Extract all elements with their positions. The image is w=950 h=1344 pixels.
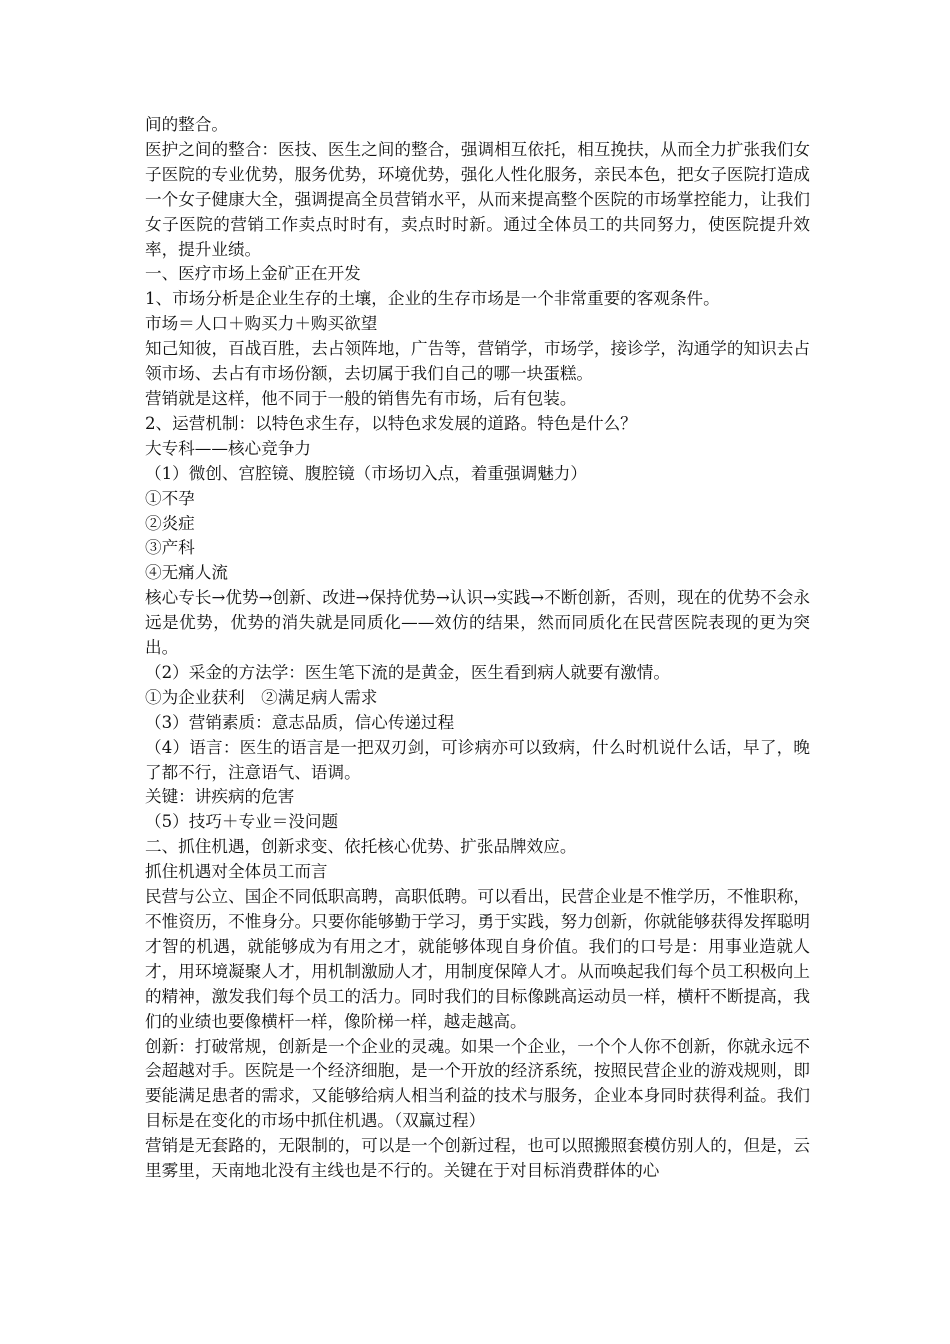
section-heading: 二、抓住机遇，创新求变、依托核心优势、扩张品牌效应。 bbox=[145, 837, 577, 857]
list-item: ①不孕 bbox=[145, 488, 195, 508]
paragraph: 知己知彼，百战百胜，去占领阵地，广告等，营销学，市场学，接诊学，沟通学的知识去占领市场、去占有市场份额，去切属于我们自己的哪一块蛋糕。 bbox=[145, 339, 810, 384]
paragraph: （3）营销素质：意志品质，信心传递过程 bbox=[145, 712, 455, 732]
paragraph: 2、运营机制：以特色求生存，以特色求发展的道路。特色是什么？ bbox=[145, 413, 637, 433]
list-item: ③产科 bbox=[145, 538, 195, 558]
formula-line: 市场＝人口＋购买力＋购买欲望 bbox=[145, 314, 378, 334]
paragraph: （2）采金的方法学：医生笔下流的是黄金，医生看到病人就要有激情。 bbox=[145, 662, 670, 682]
paragraph: 核心专长→优势→创新、改进→保持优势→认识→实践→不断创新，否则，现在的优势不会永远是优势，优势的消失就是同质化——效仿的结果，然而同质化在民营医院表现的更为突出。 bbox=[145, 588, 810, 658]
paragraph: 抓住机遇对全体员工而言 bbox=[145, 862, 328, 882]
document-body bbox=[145, 113, 810, 1184]
paragraph: 民营与公立、国企不同低职高聘，高职低聘。可以看出，民营企业是不惟学历，不惟职称，不惟资历，不惟身分。只要你能够勤于学习，勇于实践，努力创新，你就能够获得发挥聪明才智的机遇，就能够成为有用之才，就能够体现自身价值。我们的口号是：用事业造就人才，用环境凝聚人才，用机制激励人才，用制度保障人才。从而唤起我们每个员工积极向上的精神，激发我们每个员工的活力。同时我们的目标像跳高运动员一样，横杆不断提高，我们的业绩也要像横杆一样，像阶梯一样，越走越高。 bbox=[145, 887, 810, 1031]
paragraph: 1、市场分析是企业生存的土壤，企业的生存市场是一个非常重要的客观条件。 bbox=[145, 289, 720, 309]
paragraph: 医护之间的整合：医技、医生之间的整合，强调相互依托，相互挽扶，从而全力扩张我们女子医院的专业优势，服务优势，环境优势，强化人性化服务，亲民本色，把女子医院打造成一个女子健康大全，强调提高全员营销水平，从而来提高整个医院的市场掌控能力，让我们女子医院的营销工作卖点时时有，卖点时时新。通过全体员工的共同努力，使医院提升效率，提升业绩。 bbox=[145, 139, 810, 259]
section-heading: 一、医疗市场上金矿正在开发 bbox=[145, 264, 361, 284]
formula-line: （5）技巧＋专业＝没问题 bbox=[145, 812, 339, 832]
list-item: ①为企业获利 ②满足病人需求 bbox=[145, 687, 378, 707]
paragraph: 间的整合。 bbox=[145, 115, 228, 134]
list-item: ④无痛人流 bbox=[145, 563, 228, 583]
paragraph: （1）微创、宫腔镜、腹腔镜（市场切入点，着重强调魅力） bbox=[145, 463, 587, 483]
paragraph: 营销就是这样，他不同于一般的销售先有市场，后有包装。 bbox=[145, 388, 577, 408]
paragraph: （4）语言：医生的语言是一把双刃剑，可诊病亦可以致病，什么时机说什么话，早了，晚了都不行，注意语气、语调。 bbox=[145, 737, 810, 782]
paragraph: 营销是无套路的，无限制的，可以是一个创新过程，也可以照搬照套模仿别人的，但是，云里雾里，天南地北没有主线也是不行的。关键在于对目标消费群体的心 bbox=[145, 1136, 810, 1181]
paragraph: 关键：讲疾病的危害 bbox=[145, 787, 295, 807]
paragraph: 创新：打破常规，创新是一个企业的灵魂。如果一个企业，一个个人你不创新，你就永远不会超越对手。医院是一个经济细胞，是一个开放的经济系统，按照民营企业的游戏规则，即要能满足患者的需求，又能够给病人相当利益的技术与服务，企业本身同时获得利益。我们目标是在变化的市场中抓住机遇。（双赢过程） bbox=[145, 1036, 810, 1131]
paragraph: 大专科——核心竞争力 bbox=[145, 438, 311, 458]
list-item: ②炎症 bbox=[145, 513, 195, 533]
